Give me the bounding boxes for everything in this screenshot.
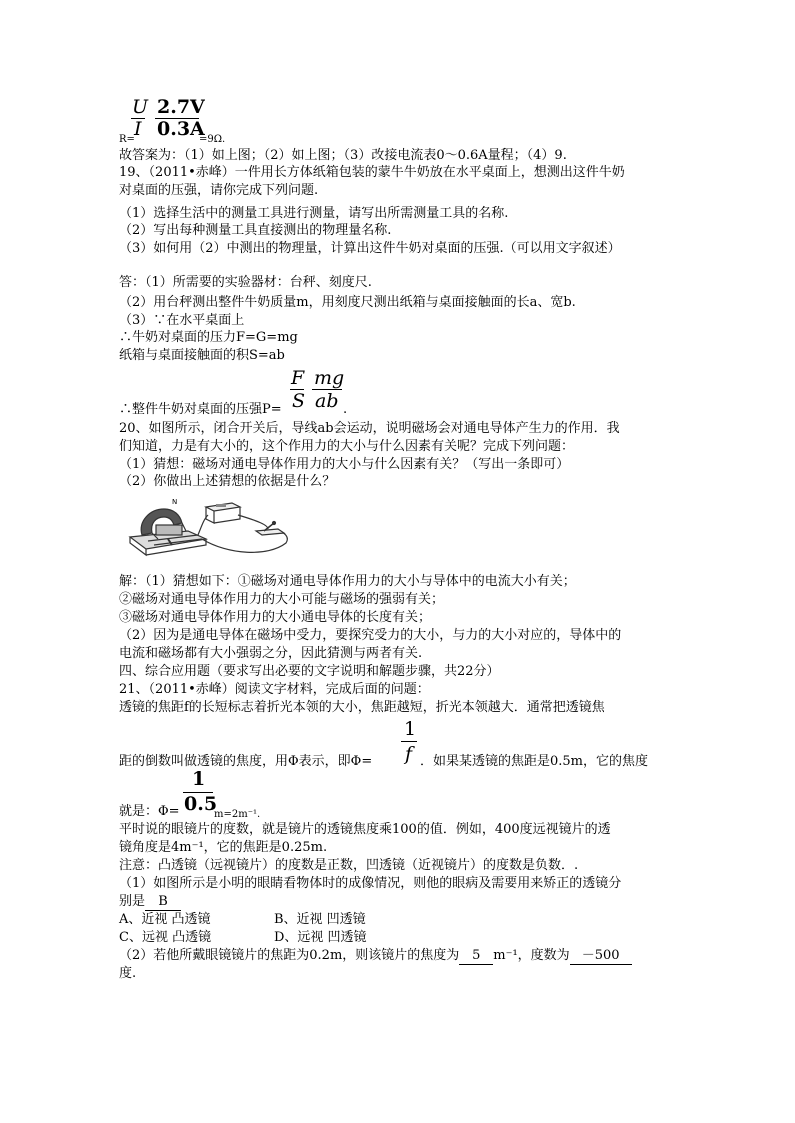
- q21-line9-text: 别是: [119, 894, 146, 909]
- q21-line2: 透镜的焦距f的长短标志着折光本领的大小，焦距越短，折光本领越大．通常把透镜焦: [119, 700, 605, 715]
- option-a: A、近视 凸透镜: [119, 912, 211, 927]
- q21-line4b: m=2m⁻¹.: [214, 809, 261, 820]
- fraction-f-den: f: [405, 743, 413, 765]
- fraction-s: S: [292, 390, 306, 412]
- q21-line7: 注意：凸透镜（远视镜片）的度数是正数，凹透镜（近视镜片）的度数是负数．.: [119, 858, 579, 873]
- q20-answer5: 电流和磁场都有大小强弱之分，因此猜测与两者有关.: [119, 646, 423, 661]
- fraction-num: 2.7V: [157, 96, 205, 118]
- q21-line3b: ．如果某透镜的焦距是0.5m，它的焦度: [420, 754, 649, 769]
- fraction-den: 0.3A: [157, 118, 205, 140]
- q19-line3: （1）选择生活中的测量工具进行测量，请写出所需测量工具的名称.: [119, 206, 509, 221]
- q20-line3: （1）猜想：磁场对通电导体作用力的大小与什么因素有关？（写出一条即可）: [119, 457, 570, 472]
- q21-line3a: 距的倒数叫做透镜的焦度，用Φ表示，即Φ=: [119, 754, 373, 769]
- q21-line6: 镜角度是4m⁻¹，它的焦距是0.25m.: [119, 840, 328, 855]
- q19-answer3: （3）∵在水平桌面上: [119, 313, 245, 328]
- q20-line1: 20、如图所示，闭合开关后，导线ab会运动，说明磁场会对通电导体产生力的作用．我: [119, 421, 620, 436]
- option-b: B、近视 凹透镜: [274, 912, 366, 927]
- q19-line4: （2）写出每种测量工具直接测出的物理量名称.: [119, 223, 392, 238]
- q19-answer4: ∴牛奶对桌面的压力F=G=mg: [119, 330, 298, 345]
- formula-prefix: R=: [119, 134, 135, 145]
- q19-line2: 对桌面的压强，请你完成下列问题.: [119, 183, 319, 198]
- answer-blank-1: B: [145, 893, 181, 911]
- q21-line10: [119, 947, 632, 965]
- q21-line11: 度.: [119, 966, 137, 981]
- fraction-half: 0.5: [184, 793, 218, 815]
- q20-answer3: ③磁场对通电导体作用力的大小通电导体的长度有关；: [119, 610, 432, 625]
- q21-line1: 21、（2011•赤峰）阅读文字材料，完成后面的问题：: [119, 682, 430, 697]
- q19-line5: （3）如何用（2）中测出的物理量，计算出这件牛奶对桌面的压强.（可以用文字叙述）: [119, 241, 621, 256]
- q20-answer4: （2）因为是通电导体在磁场中受力，要探究受力的大小，与力的大小对应的，导体中的: [119, 628, 622, 643]
- q19-answer5: 纸箱与桌面接触面的积S=ab: [119, 348, 285, 363]
- fraction-one-b: 1: [192, 768, 206, 790]
- q19-answer1: 答：（1）所需要的实验器材：台秤、刻度尺.: [119, 275, 372, 290]
- fraction-one: 1: [404, 718, 417, 740]
- fraction-bar: [401, 741, 417, 742]
- formula-suffix: =9Ω.: [199, 134, 226, 145]
- q21-line5: 平时说的眼镜片的度数，就是镜片的透镜焦度乘100的值．例如，400度远视镜片的透: [119, 822, 611, 837]
- section-4-heading: 四、综合应用题（要求写出必要的文字说明和解题步骤，共22分）: [119, 664, 500, 679]
- q19-answer6: ∴整件牛奶对桌面的压强P=: [119, 402, 282, 417]
- experiment-figure: [128, 495, 288, 563]
- answer-blank-3: －500: [570, 947, 632, 965]
- q20-answer1: 解：（1）猜想如下：①磁场对通电导体作用力的大小与导体中的电流大小有关；: [119, 574, 576, 589]
- q19-answer2: （2）用台秤测出整件牛奶质量m，用刻度尺测出纸箱与桌面接触面的长a、宽b.: [119, 295, 576, 310]
- q20-line4: （2）你做出上述猜想的依据是什么？: [119, 474, 336, 489]
- fraction-ab: ab: [315, 390, 339, 412]
- q21-line10b: m⁻¹，度数为: [493, 948, 570, 963]
- q21-line10a: （2）若他所戴眼镜镜片的焦距为0.2m，则该镜片的焦度为: [119, 948, 460, 963]
- q21-line4a: 就是：Φ=: [119, 804, 180, 819]
- option-d: D、远视 凹透镜: [274, 930, 367, 945]
- magnet-n-label: N: [172, 498, 178, 506]
- q21-line8: （1）如图所示是小明的眼睛看物体时的成像情况，则他的眼病及需要用来矫正的透镜分: [119, 876, 622, 891]
- fraction-u: U: [132, 96, 149, 118]
- q19-line1: 19、（2011•赤峰）一件用长方体纸箱包装的蒙牛牛奶放在水平桌面上，想测出这件牛奶: [119, 165, 625, 180]
- q20-answer2: ②磁场对通电导体作用力的大小可能与磁场的强弱有关；: [119, 592, 445, 607]
- q19-answer6-end: .: [343, 402, 348, 417]
- q21-line9: [119, 893, 181, 911]
- q20-line2: 们知道，力是有大小的，这个作用力的大小与什么因素有关呢？完成下列问题：: [119, 439, 575, 454]
- fraction-mg: mg: [314, 367, 345, 389]
- answer-blank-2: 5: [459, 947, 493, 965]
- option-c: C、远视 凸透镜: [119, 930, 212, 945]
- fraction-f: F: [291, 367, 305, 389]
- fraction-i: I: [134, 118, 142, 140]
- answer-18: 故答案为：（1）如上图；（2）如上图；（3）改接电流表0～0.6A量程；（4）9.: [119, 148, 567, 163]
